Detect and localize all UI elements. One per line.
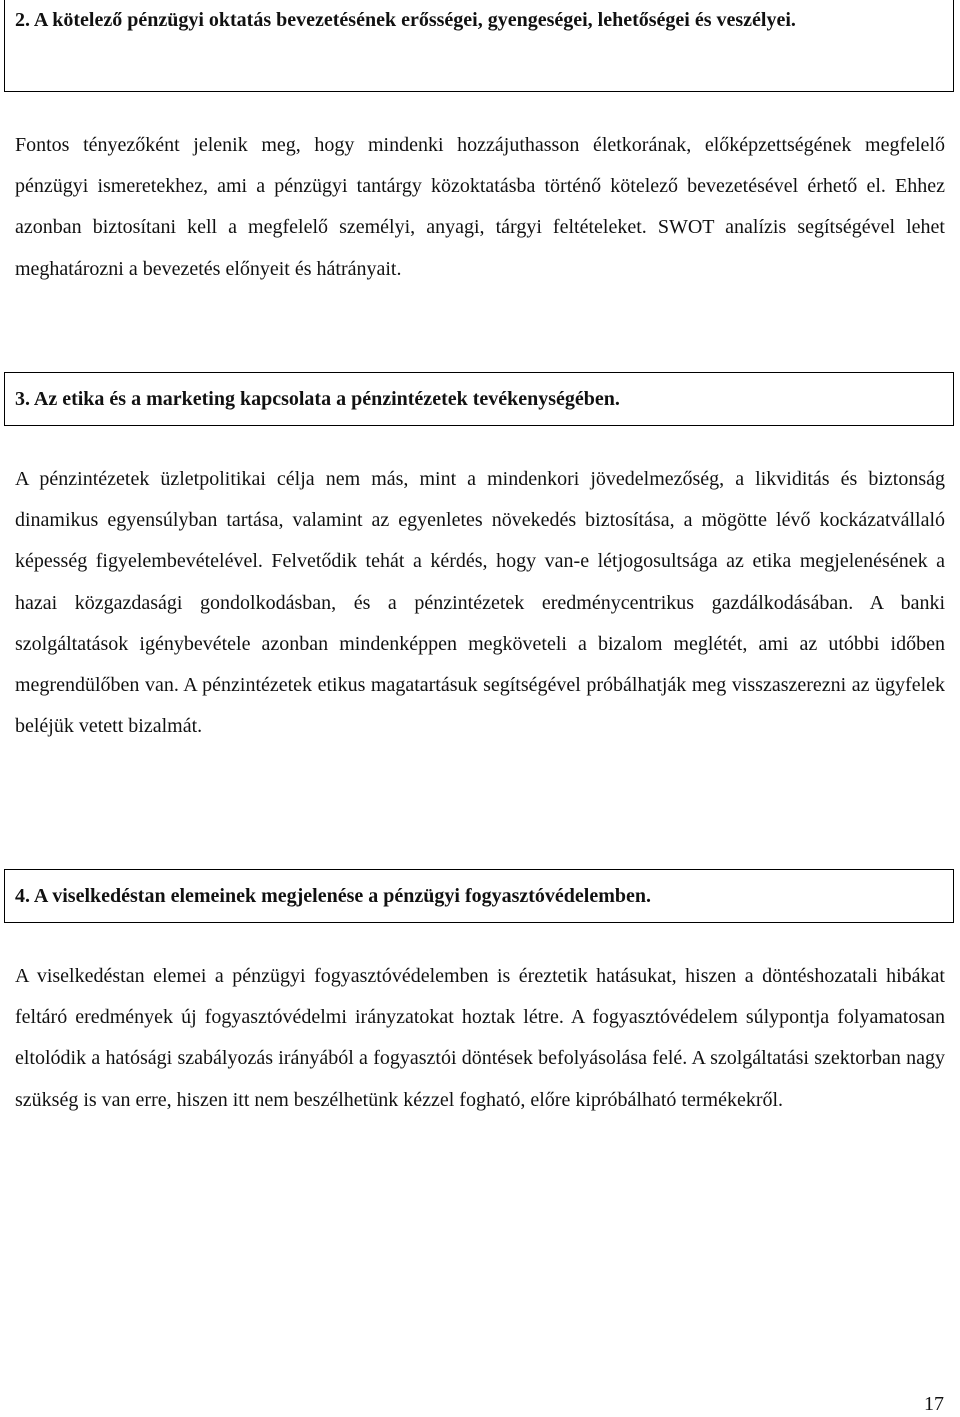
page-number: 17 — [924, 1393, 944, 1415]
section-3-heading: 3. Az etika és a marketing kapcsolata a pénzintézetek tevékenységében. — [4, 372, 954, 426]
section-4-heading: 4. A viselkedéstan elemeinek megjelenése a pénzügyi fogyasztóvédelemben. — [4, 869, 954, 923]
section-4-paragraph: A viselkedéstan elemei a pénzügyi fogyasztóvédelemben is éreztetik hatásukat, hiszen a döntéshozatali hibákat feltáró eredmények új fogyasztóvédelmi irányzatokat hoztak létre. A fogyasztóvédelem súlypontja folyamatosan eltolódik a hatósági szabályozás irányából a fogyasztói döntések befolyásolása felé. A szolgáltatási szektorban nagy szükség is van erre, hiszen itt nem beszélhetünk kézzel fogható, előre kipróbálható termékekről. — [15, 965, 945, 1111]
section-2-heading: 2. A kötelező pénzügyi oktatás bevezetésének erősségei, gyengeségei, lehetőségei és veszélyei. — [4, 0, 954, 92]
section-2-paragraph: Fontos tényezőként jelenik meg, hogy mindenki hozzájuthasson életkorának, előképzettségének megfelelő pénzügyi ismeretekhez, ami a pénzügyi tantárgy közoktatásba történő kötelező bevezetésével érhető el. Ehhez azonban biztosítani kell a megfelelő személyi, anyagi, tárgyi feltételeket. SWOT analízis segítségével lehet meghatározni a bevezetés előnyeit és hátrányait. — [15, 134, 945, 280]
section-3-paragraph: A pénzintézetek üzletpolitikai célja nem más, mint a mindenkori jövedelmezőség, a likviditás és biztonság dinamikus egyensúlyban tartása, valamint az egyenletes növekedés biztosítása, a mögötte lévő kockázatvállaló képesség figyelembevételével. Felvetődik tehát a kérdés, hogy van-e létjogosultsága az etika megjelenésének a hazai közgazdasági gondolkodásban, és a pénzintézetek eredménycentrikus gazdálkodásában. A banki szolgáltatások igénybevétele azonban mindenképpen megköveteli a bizalom meglétét, ami az utóbbi időben megrendülőben van. A pénzintézetek etikus magatartásuk segítségével próbálhatják meg visszaszerezni az ügyfelek beléjük vetett bizalmát. — [15, 468, 945, 738]
